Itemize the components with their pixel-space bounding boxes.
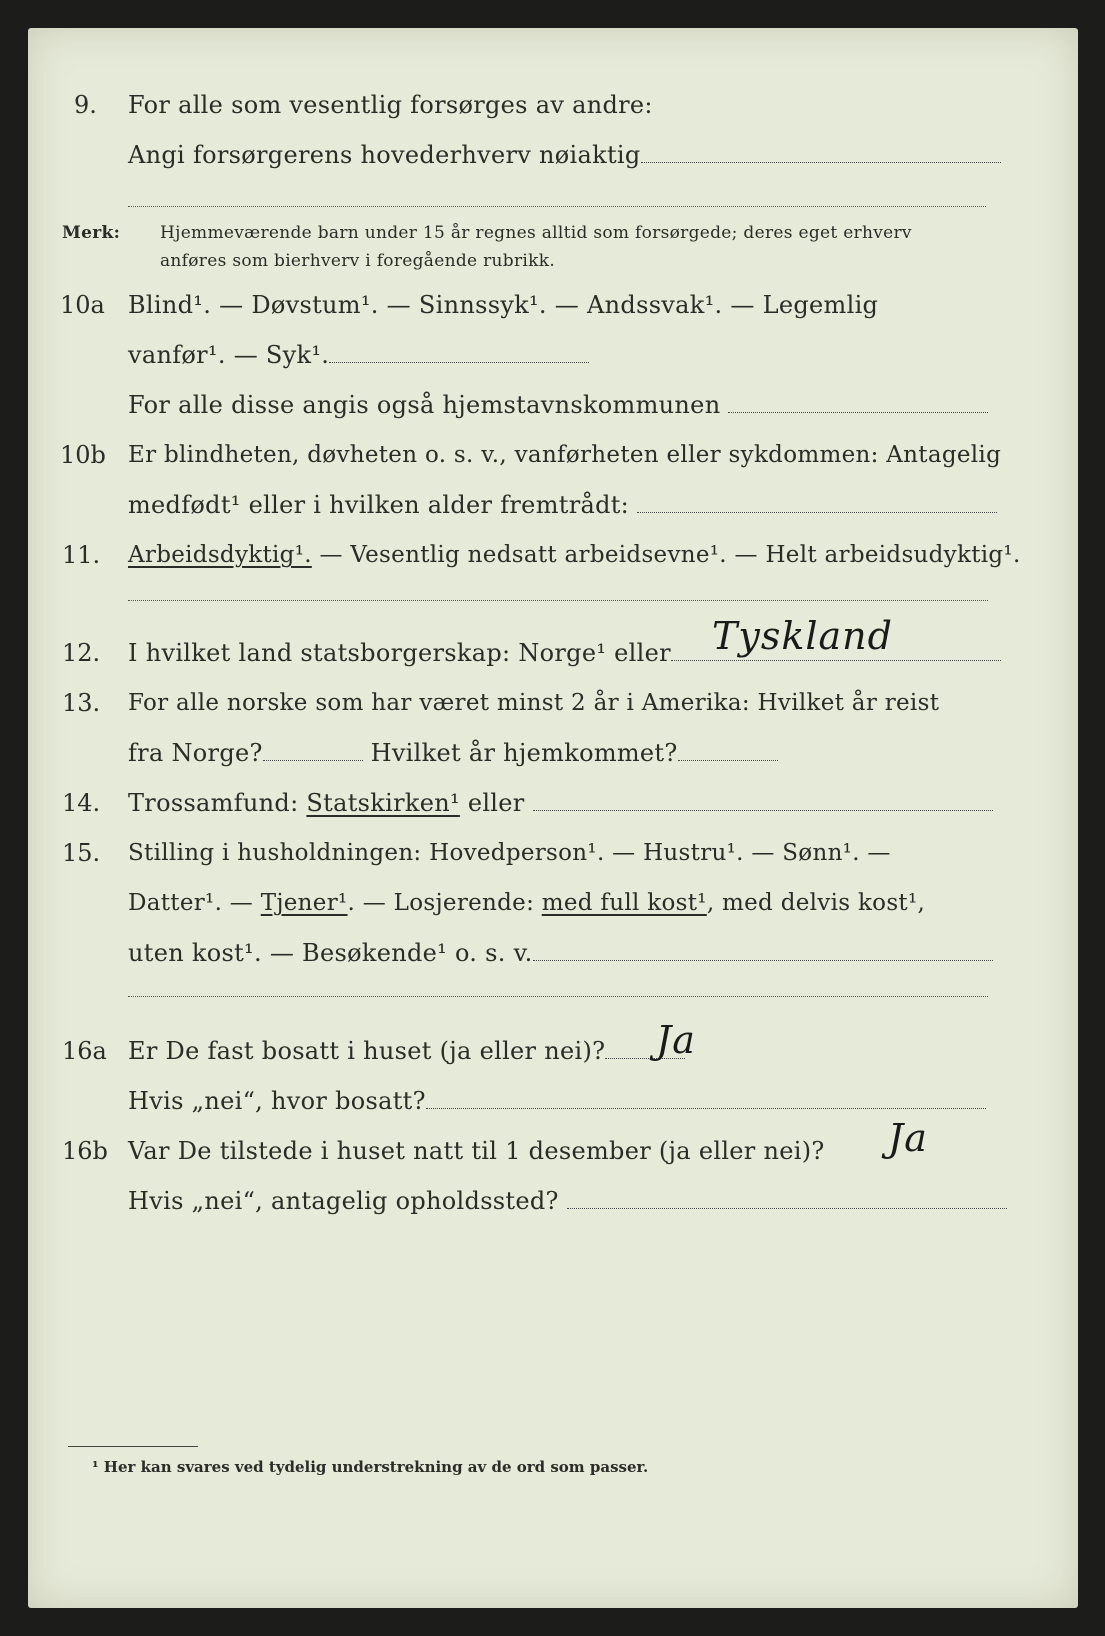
q15-line3: [128, 938, 993, 968]
q16b-line2: [128, 1186, 1007, 1216]
merk-line2: anføres som bierhverv i foregående rubrikk.: [160, 251, 556, 271]
q10b-number: 10b: [60, 441, 106, 469]
q15-losjerende: . — Losjerende:: [347, 890, 542, 916]
q10a-line1: Blind¹. — Døvstum¹. — Sinnssyk¹. — Andssvak¹. — Legemlig: [128, 291, 879, 319]
q10a-line3: [128, 390, 988, 420]
q10a-answer-field[interactable]: [329, 344, 589, 363]
q9-extra-line: [128, 206, 986, 207]
q10a-line3-text: For alle disse angis også hjemstavnskommunen: [128, 391, 721, 419]
q14-answer-field[interactable]: [533, 792, 993, 811]
q13-line1: For alle norske som har været minst 2 år i Amerika: Hvilket år reist: [128, 690, 940, 716]
footnote-rule: [68, 1446, 198, 1447]
q16a-where-field[interactable]: [426, 1090, 986, 1109]
q10b-line2: [128, 490, 997, 520]
q10a-municipality-field[interactable]: [728, 394, 988, 413]
q12-handwritten-answer: Tyskland: [712, 614, 893, 658]
merk-line1: Hjemmeværende barn under 15 år regnes alltid som forsørgede; deres eget erhverv: [160, 223, 912, 243]
q10a-line2-text: vanfør¹. — Syk¹.: [128, 341, 330, 369]
q10b-line1: Er blindheten, døvheten o. s. v., vanførheten eller sykdommen: Antagelig: [128, 442, 1002, 468]
q9-line1: For alle som vesentlig forsørges av andre:: [128, 91, 653, 119]
q12-line-text: I hvilket land statsborgerskap: Norge¹ eller: [128, 639, 671, 667]
q11-extra-line: [128, 600, 988, 601]
q10a-line2: [128, 340, 589, 370]
census-form-page: [28, 28, 1078, 1608]
q15-line3-text: uten kost¹. — Besøkende¹ o. s. v.: [128, 939, 533, 967]
q9-number: 9.: [74, 91, 97, 119]
q16a-question: Er De fast bosatt i huset (ja eller nei)?: [128, 1037, 606, 1065]
q14-number: 14.: [62, 789, 101, 817]
q10b-answer-field[interactable]: [637, 494, 997, 513]
q13-left-year-field[interactable]: [263, 742, 363, 761]
q11-selected-option[interactable]: Arbeidsdyktig¹.: [128, 542, 312, 568]
q10b-line2-text: medfødt¹ eller i hvilken alder fremtrådt:: [128, 491, 630, 519]
q15-number: 15.: [62, 839, 101, 867]
q16b-number: 16b: [62, 1137, 108, 1165]
q9-answer-field[interactable]: [641, 144, 1001, 163]
q15-line1: Stilling i husholdningen: Hovedperson¹. — Hustru¹. — Sønn¹. —: [128, 840, 891, 866]
q9-line2-text: Angi forsørgerens hovederhverv nøiaktig: [128, 141, 641, 169]
q11-other-options: — Vesentlig nedsatt arbeidsevne¹. — Helt arbeidsudyktig¹.: [311, 542, 1021, 568]
q10a-number: 10a: [60, 291, 105, 319]
q15-tjener-option[interactable]: Tjener¹: [260, 890, 348, 916]
footnote: ¹ Her kan svares ved tydelig understrekning av de ord som passer.: [92, 1458, 649, 1476]
q16a-where-label: Hvis „nei“, hvor bosatt?: [128, 1087, 426, 1115]
merk-label: Merk:: [62, 223, 121, 243]
q16b-stay-field[interactable]: [567, 1190, 1007, 1209]
q11-line: [128, 540, 1021, 570]
q9-line2: [128, 140, 1001, 170]
q11-number: 11.: [62, 541, 101, 569]
q13-returned-label: Hvilket år hjemkommet?: [370, 739, 678, 767]
q15-line2: [128, 888, 925, 918]
q15-delvis-kost: , med delvis kost¹,: [706, 890, 926, 916]
q15-extra-line: [128, 996, 988, 997]
q13-number: 13.: [62, 689, 101, 717]
q16a-line1: [128, 1036, 685, 1066]
q14-line: [128, 788, 993, 818]
q13-line2: [128, 738, 778, 768]
q16a-number: 16a: [62, 1037, 107, 1065]
q14-other: eller: [459, 789, 525, 817]
q15-datter: Datter¹. —: [128, 890, 261, 916]
q16b-question: Var De tilstede i huset natt til 1 desember (ja eller nei)?: [128, 1137, 825, 1165]
q13-return-year-field[interactable]: [678, 742, 778, 761]
q12-number: 12.: [62, 639, 101, 667]
q16b-handwritten-answer: Ja: [888, 1116, 928, 1160]
q16a-line2: [128, 1086, 986, 1116]
q14-selected-option[interactable]: Statskirken¹: [306, 789, 460, 817]
q15-full-kost-option[interactable]: med full kost¹: [541, 890, 707, 916]
q16b-line1: [128, 1136, 825, 1166]
q14-label: Trossamfund:: [128, 789, 307, 817]
q16a-handwritten-answer: Ja: [656, 1018, 696, 1062]
q15-answer-field[interactable]: [533, 942, 993, 961]
q16b-stay-label: Hvis „nei“, antagelig opholdssted?: [128, 1187, 559, 1215]
q13-left-from-label: fra Norge?: [128, 739, 263, 767]
